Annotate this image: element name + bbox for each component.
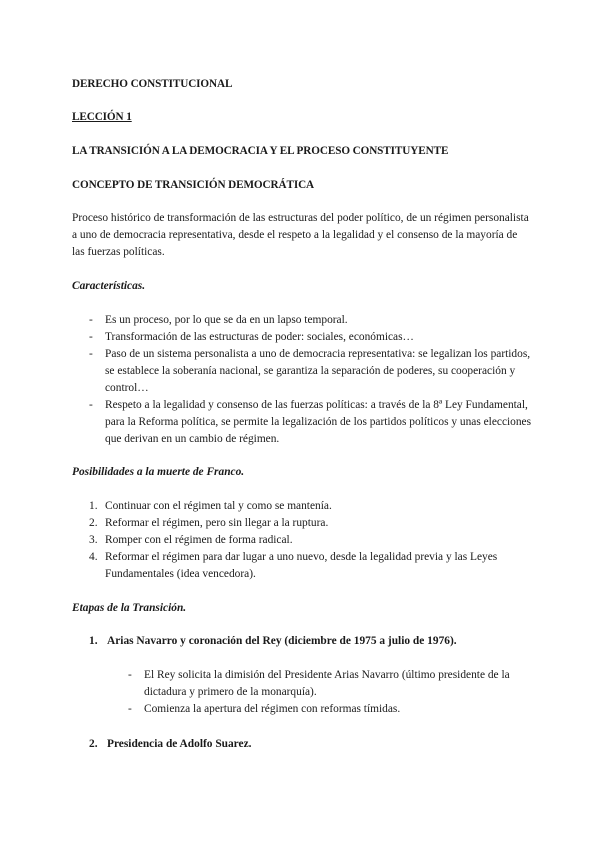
stages-title: Etapas de la Transición. [72, 602, 187, 614]
list-item: - Es un proceso, por lo que se da en un lapso temporal. [72, 312, 532, 329]
stage-2-heading: 2. Presidencia de Adolfo Suarez. [89, 738, 252, 750]
definition-paragraph: Proceso histórico de transformación de las estructuras del poder político, de un régimen personalista a uno de democracia representativa, desde el respeto a la legalidad y el consenso de la mayoría de las fuerzas políticas. [72, 212, 529, 258]
list-item: 4. Reformar el régimen para dar lugar a uno nuevo, desde la legalidad previa y las Leyes Fundamentales (idea vencedora). [89, 551, 498, 580]
dash-bullet: - [128, 703, 132, 715]
list-item: - Transformación de las estructuras de poder: sociales, económicas… [72, 329, 532, 346]
concept-heading: CONCEPTO DE TRANSICIÓN DEMOCRÁTICA [72, 179, 315, 191]
lesson-title: LA TRANSICIÓN A LA DEMOCRACIA Y EL PROCESO CONSTITUYENTE [72, 145, 449, 157]
stage-1-list [72, 667, 532, 718]
dash-bullet: - [89, 399, 93, 411]
stage-1-heading: 1. Arias Navarro y coronación del Rey (diciembre de 1975 a julio de 1976). [89, 635, 457, 647]
possibilities-title: Posibilidades a la muerte de Franco. [72, 466, 245, 478]
characteristics-title: Características. [72, 280, 146, 292]
list-item: 1. Continuar con el régimen tal y como se mantenía. [89, 500, 332, 512]
lesson-heading: LECCIÓN 1 [72, 111, 132, 123]
dash-bullet: - [89, 348, 93, 360]
dash-bullet: - [89, 331, 93, 343]
possibilities-list [72, 498, 532, 583]
list-item: - Respeto a la legalidad y consenso de las fuerzas políticas: a través de la 8ª Ley Fundamental, para la Reforma política, se permite la legalización de los partidos políticos y unas elecciones que derivan en un cambio de régimen. [89, 399, 532, 445]
list-item: - El Rey solicita la dimisión del Presidente Arias Navarro (último presidente de la dictadura y primero de la monarquía). [128, 669, 510, 698]
characteristics-list [72, 312, 532, 448]
list-item: 2. Reformar el régimen, pero sin llegar a la ruptura. [89, 517, 329, 529]
dash-bullet: - [128, 669, 132, 681]
list-item: - Comienza la apertura del régimen con reformas tímidas. [72, 701, 532, 718]
dash-bullet: - [89, 314, 93, 326]
list-item: 3. Romper con el régimen de forma radical. [89, 534, 293, 546]
list-item: - Paso de un sistema personalista a uno de democracia representativa: se legalizan los partidos, se establece la soberanía nacional, se garantiza la separación de poderes, su cooperación y control… [89, 348, 531, 394]
subject-heading: DERECHO CONSTITUCIONAL [72, 78, 233, 90]
